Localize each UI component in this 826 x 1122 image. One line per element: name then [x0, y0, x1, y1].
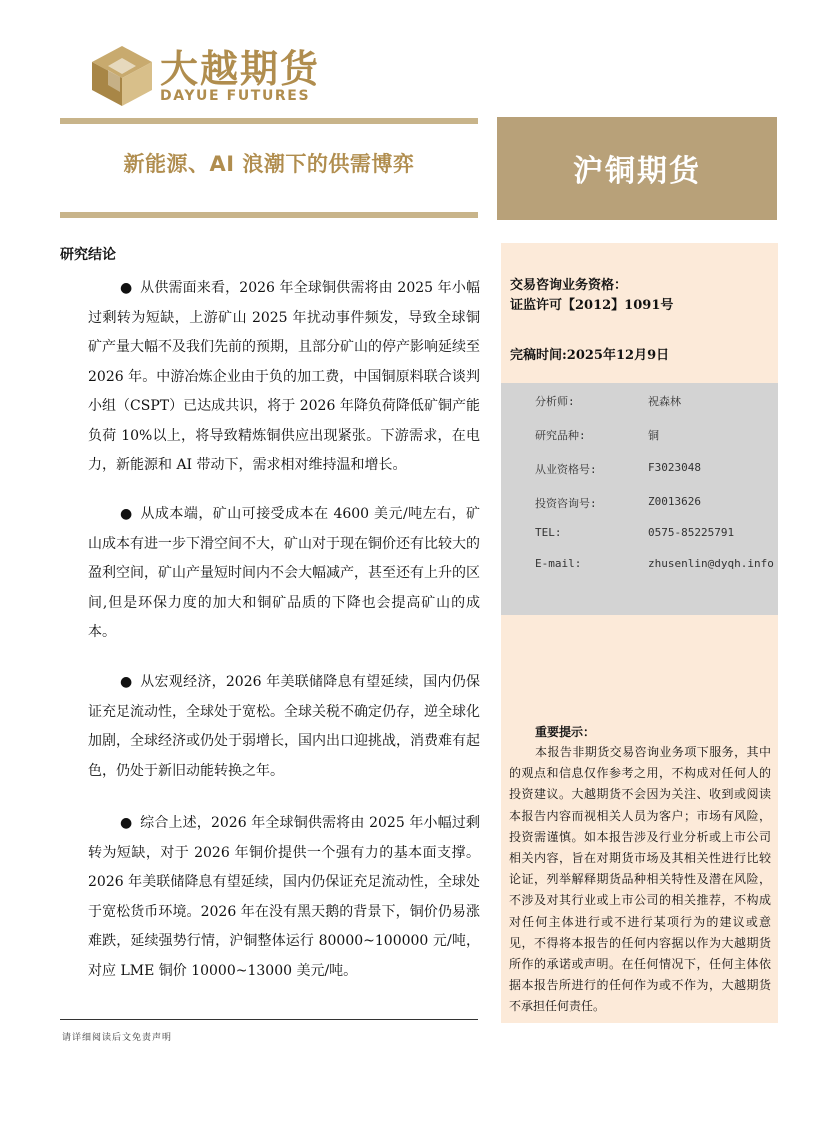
- notice-title: 重要提示：: [535, 725, 596, 739]
- finish-time: 完稿时间:2025年12月9日: [510, 348, 670, 363]
- title-rule-bottom: [60, 212, 478, 218]
- company-logo-icon: [90, 44, 154, 108]
- notice-text: 本报告非期货交易咨询业务项下服务，其中的观点和信息仅作参考之用，不构成对任何人的投资建议。大越期货不会因为关注、收到或阅读本报告内容而视相关人员为客户；市场有风险，投资需谨慎。如本报告涉及行业分析或上市公司相关内容，旨在对期货市场及其相关性进行比较论证，列举解释期货品种相关特性及潜在风险，不涉及对其行业或上市公司的相关推荐，不构成对任何主体进行或不进行某项行为的建议或意见，不得将本报告的任何内容据以作为大越期货所作的承诺或声明。在任何情况下，任何主体依据本报告所进行的任何作为或不作为，大越期货不承担任何责任。: [509, 745, 771, 1014]
- bullet-icon: ●: [120, 280, 133, 296]
- consult-value: Z0013626: [648, 495, 701, 508]
- conclusion-paragraph: [88, 809, 480, 986]
- qualification-label: 交易咨询业务资格：: [510, 278, 628, 293]
- analyst-label: 分析师:: [535, 395, 575, 408]
- consult-label: 投资咨询号:: [535, 497, 597, 510]
- paragraph-text: 从供需面来看，2026 年全球铜供需将由 2025 年小幅过剩转为短缺，上游矿山 2025 年扰动事件频发，导致全球铜矿产量大幅不及我们先前的预期，且部分矿山的停产影响延续至 2026 年。中游冶炼企业由于负的加工费，中国铜原料联合谈判小组（CSPT）已达成共识，将于 2026 年降负荷降低矿铜产能负荷 10%以上，将导致精炼铜供应出现紧张。下游需求，在电力，新能源和 AI 带动下，需求相对维持温和增长。: [88, 280, 480, 473]
- product-title: 沪铜期货: [573, 154, 701, 189]
- bullet-icon: ●: [120, 674, 133, 690]
- email-value[interactable]: zhusenlin@dyqh.info: [648, 557, 774, 570]
- license-value: F3023048: [648, 461, 701, 474]
- bullet-icon: ●: [120, 506, 133, 522]
- paragraph-text: 从宏观经济，2026 年美联储降息有望延续，国内仍保证充足流动性，全球处于宽松。全球关税不确定仍存，逆全球化加剧，全球经济或仍处于弱增长，国内出口迎挑战，消费难有起色，仍处于新旧动能转换之年。: [88, 674, 480, 779]
- logo-text-en: DAYUE FUTURES: [160, 88, 311, 104]
- email-label: E-mail:: [535, 557, 582, 570]
- paragraph-text: 综合上述，2026 年全球铜供需将由 2025 年小幅过剩转为短缺，对于 2026 年铜价提供一个强有力的基本面支撑。2026 年美联储降息有望延续，国内仍保证充足流动性，全球处于宽松货币环境。2026 年在没有黑天鹅的背景下，铜价仍易涨难跌，延续强势行情，沪铜整体运行 80000~100000 元/吨，对应 LME 铜价 10000~13000 美元/吨。: [88, 815, 480, 979]
- bullet-icon: ●: [120, 815, 133, 831]
- section-heading: 研究结论: [60, 247, 116, 263]
- variety-value: 铜: [648, 429, 659, 442]
- license-label: 从业资格号:: [535, 463, 597, 476]
- footer-rule: [60, 1019, 478, 1020]
- disclaimer-footer: 请详细阅读后文免责声明: [62, 1033, 173, 1043]
- tel-value: 0575-85225791: [648, 526, 735, 539]
- report-subtitle: 新能源、AI 浪潮下的供需博弈: [123, 152, 415, 176]
- analyst-value: 祝森林: [648, 395, 681, 408]
- conclusion-paragraph: [88, 274, 480, 481]
- paragraph-text: 从成本端，矿山可接受成本在 4600 美元/吨左右，矿山成本有进一步下滑空间不大，矿山对于现在铜价还有比较大的盈利空间，矿山产量短时间内不会大幅减产，甚至还有上升的区间,但是环保力度的加大和铜矿品质的下降也会提高矿山的成本。: [88, 506, 480, 640]
- conclusion-paragraph: [88, 500, 480, 648]
- title-rule-top: [60, 118, 478, 124]
- logo-text-cn: 大越期货: [160, 47, 321, 91]
- conclusion-paragraph: [88, 668, 480, 786]
- tel-label: TEL:: [535, 526, 562, 539]
- qualification-value: 证监许可【2012】1091号: [510, 298, 674, 313]
- variety-label: 研究品种:: [535, 429, 586, 442]
